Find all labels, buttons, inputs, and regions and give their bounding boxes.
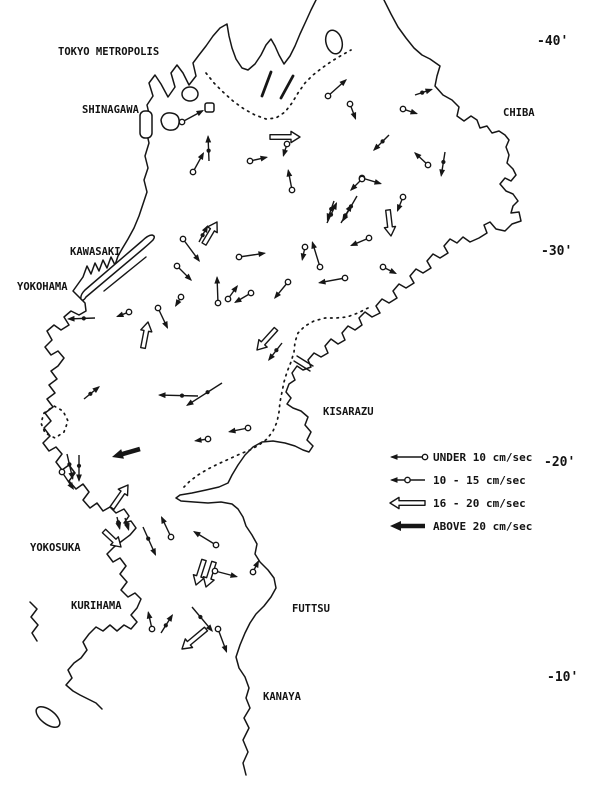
- map-label-tokyo-metropolis: TOKYO METROPOLIS: [58, 46, 160, 58]
- legend-arrow-t15: [390, 477, 425, 483]
- current-vector-u10: [228, 425, 251, 433]
- current-vector-u10: [318, 275, 348, 284]
- current-vector-u10: [400, 106, 418, 114]
- current-vector-u10: [234, 290, 254, 303]
- current-vector-u10: [311, 241, 322, 270]
- current-vector-t15: [161, 614, 173, 633]
- legend-label-10-15: 10 - 15 cm/sec: [433, 474, 526, 487]
- legend-arrow-o20: [390, 497, 425, 508]
- current-vector-t15: [268, 343, 282, 361]
- map-label-yokosuka: YOKOSUKA: [30, 542, 81, 554]
- channel-marks: [262, 72, 313, 371]
- current-vector-u10: [179, 110, 204, 125]
- current-vector-u10: [380, 264, 397, 274]
- map-label-kawasaki: KAWASAKI: [70, 246, 121, 258]
- current-vector-u10: [347, 101, 356, 120]
- coastlines: [30, 0, 521, 775]
- latitude-mark-40: -40': [537, 34, 569, 49]
- current-vector-o20: [182, 627, 208, 649]
- current-vector-t15: [143, 527, 156, 556]
- current-vector-t15: [205, 135, 211, 161]
- current-vector-t15: [415, 89, 433, 95]
- latitude-mark-10: -10': [547, 670, 579, 685]
- islands: [33, 28, 345, 731]
- current-vector-u10: [250, 560, 259, 575]
- legend: [390, 451, 532, 533]
- place-labels: [17, 46, 535, 703]
- current-vector-u10: [190, 152, 204, 175]
- island-tokyo-port: [182, 87, 198, 101]
- legend-label-under-10: UNDER 10 cm/sec: [433, 451, 533, 464]
- current-vector-u10: [214, 276, 220, 306]
- current-vector-t15: [67, 454, 74, 480]
- current-vector-u10: [175, 294, 184, 307]
- current-vector-u10: [325, 79, 347, 99]
- current-vector-t15: [341, 204, 352, 223]
- current-vector-u10: [174, 263, 192, 281]
- legend-label-16-20: 16 - 20 cm/sec: [433, 497, 526, 510]
- current-vector-t15: [84, 386, 100, 399]
- current-vector-u10: [350, 235, 372, 246]
- current-vector-u10: [236, 251, 266, 259]
- current-vector-u10: [212, 568, 238, 578]
- map-label-kanaya: KANAYA: [263, 691, 301, 703]
- current-vector-u10: [147, 611, 155, 632]
- coastline-east: [176, 0, 521, 775]
- current-vector-t15: [186, 383, 222, 406]
- current-vector-t15: [373, 135, 389, 151]
- dotted-area-yokosuka: [41, 406, 68, 438]
- current-vector-u10: [116, 309, 132, 317]
- island-kurihama-ellipse: [33, 703, 64, 731]
- river-tick-1: [262, 72, 271, 96]
- current-vector-t15: [76, 455, 82, 482]
- latitude-mark-20: -20': [544, 455, 576, 470]
- current-vector-u10: [274, 279, 291, 299]
- current-vector-o20: [257, 328, 278, 351]
- island-kawasaki-strip: [81, 235, 154, 300]
- river-tick-2: [281, 76, 293, 98]
- legend-arrow-u10: [390, 454, 428, 460]
- island-oi-square: [205, 103, 214, 112]
- current-vector-u10: [193, 531, 219, 548]
- current-vector-o20: [270, 131, 300, 142]
- current-vector-u10: [194, 436, 211, 443]
- current-vector-o20: [141, 322, 152, 348]
- current-vector-o20: [110, 485, 128, 509]
- current-vector-o20: [384, 210, 395, 236]
- latitude-mark-30: -30': [541, 244, 573, 259]
- legend-arrow-a20: [390, 521, 425, 531]
- legend-glyphs: [390, 454, 428, 531]
- current-vectors-layer: [59, 79, 445, 653]
- current-vector-a20: [112, 449, 140, 459]
- current-vector-t15: [439, 152, 445, 177]
- dotted-line-north-channel: [206, 50, 351, 119]
- current-vector-u10: [414, 152, 431, 168]
- map-label-shinagawa: SHINAGAWA: [82, 104, 139, 116]
- map-label-futtsu: FUTTSU: [292, 603, 330, 615]
- island-shinagawa-blob: [161, 113, 179, 130]
- map-label-yokohama: YOKOHAMA: [17, 281, 68, 293]
- current-vector-u10: [161, 516, 174, 540]
- current-vector-u10: [350, 176, 365, 191]
- current-vector-u10: [247, 156, 268, 164]
- current-vector-u10: [180, 236, 200, 262]
- current-vector-u10: [155, 305, 168, 329]
- current-vector-u10: [397, 194, 406, 212]
- current-vector-o20: [202, 222, 217, 245]
- coastline-fragment-southwest: [30, 602, 38, 641]
- dotted-line-east-shallows: [184, 308, 368, 487]
- map-label-kurihama: KURIHAMA: [71, 600, 122, 612]
- current-vector-t15: [115, 517, 121, 530]
- map-label-chiba: CHIBA: [503, 107, 535, 119]
- current-vector-t15: [67, 316, 95, 322]
- island-river-mouth-oval: [323, 28, 345, 55]
- current-vector-u10: [215, 626, 227, 653]
- current-vector-u10: [282, 141, 289, 157]
- island-shinagawa-rect: [140, 111, 152, 138]
- latitude-marks: [537, 34, 578, 685]
- current-vector-u10: [301, 244, 308, 261]
- legend-label-above-20: ABOVE 20 cm/sec: [433, 520, 533, 533]
- map-label-kisarazu: KISARAZU: [323, 406, 374, 418]
- current-vector-u10: [287, 169, 295, 193]
- current-vector-o20: [102, 529, 121, 547]
- current-vector-u10: [225, 285, 238, 302]
- current-vector-t15: [158, 392, 198, 398]
